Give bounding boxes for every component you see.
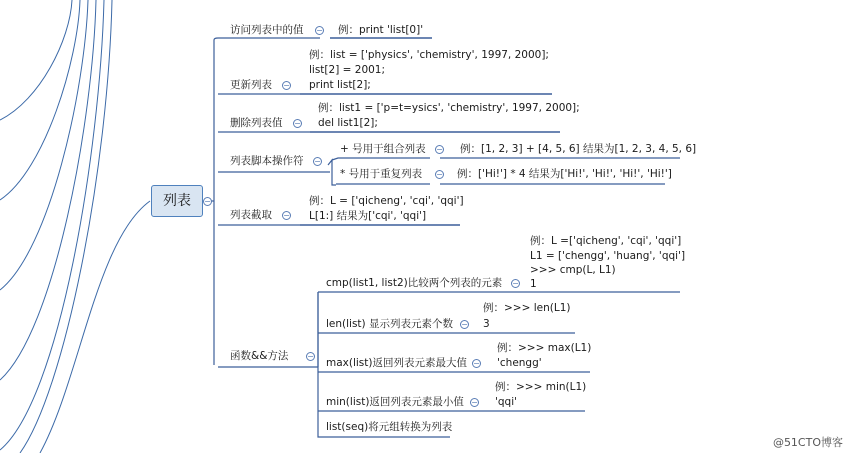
collapse-toggle-n5[interactable]: − — [283, 211, 290, 220]
collapse-toggle-n3[interactable]: − — [294, 119, 301, 128]
node-cmp[interactable]: cmp(list1, list2)比较两个列表的元素 — [326, 277, 503, 289]
node-delete-list[interactable]: 删除列表值 — [230, 117, 283, 129]
node-min[interactable]: min(list)返回列表元素最小值 — [326, 396, 464, 408]
node-max[interactable]: max(list)返回列表元素最大值 — [326, 357, 467, 369]
detail-cmp-3: >>> cmp(L, L1) — [530, 264, 616, 276]
node-operators[interactable]: 列表脚本操作符 — [230, 155, 304, 167]
detail-min-1: 例：>>> min(L1) — [495, 381, 587, 393]
detail-max-1: 例：>>> max(L1) — [497, 342, 592, 354]
detail-access-list: 例：print 'list[0]' — [338, 24, 424, 36]
detail-cmp-1: 例：L =['qicheng', 'cqi', 'qqi'] — [530, 235, 682, 247]
collapse-toggle-n2[interactable]: − — [283, 81, 290, 90]
detail-update-list-1: 例：list = ['physics', 'chemistry', 1997, 2000]; — [309, 49, 549, 61]
node-list-seq[interactable]: list(seq)将元组转换为列表 — [326, 421, 453, 433]
detail-delete-list-1: 例：list1 = ['p=t=ysics', 'chemistry', 1997, 2000]; — [318, 102, 580, 114]
detail-len-1: 例：>>> len(L1) — [483, 302, 571, 314]
detail-min-2: 'qqi' — [495, 396, 518, 408]
collapse-toggle-n4-c2[interactable]: − — [436, 170, 443, 179]
collapse-toggle-n4-c1[interactable]: − — [436, 145, 443, 154]
node-slice[interactable]: 列表截取 — [230, 209, 272, 221]
collapse-toggle-root[interactable]: − — [204, 197, 211, 206]
detail-update-list-3: print list[2]; — [309, 79, 371, 91]
node-functions[interactable]: 函数&&方法 — [230, 350, 289, 362]
detail-plus-operator: 例：[1, 2, 3] + [4, 5, 6] 结果为[1, 2, 3, 4, 5, 6] — [460, 143, 697, 155]
detail-len-2: 3 — [483, 318, 490, 330]
detail-star-operator: 例：['Hi!'] * 4 结果为['Hi!', 'Hi!', 'Hi!', 'Hi!'] — [457, 168, 672, 180]
collapse-toggle-f1[interactable]: − — [512, 279, 519, 288]
node-len[interactable]: len(list) 显示列表元素个数 — [326, 318, 453, 330]
detail-slice-2: L[1:] 结果为['cqi', 'qqi'] — [309, 210, 427, 222]
detail-max-2: 'chengg' — [497, 357, 542, 369]
node-update-list[interactable]: 更新列表 — [230, 79, 272, 91]
collapse-toggle-f2[interactable]: − — [461, 320, 468, 329]
detail-delete-list-2: del list1[2]; — [318, 117, 378, 129]
node-plus-operator[interactable]: + 号用于组合列表 — [340, 143, 426, 155]
collapse-toggle-f4[interactable]: − — [471, 398, 478, 407]
node-access-list[interactable]: 访问列表中的值 — [230, 24, 304, 36]
detail-cmp-4: 1 — [530, 278, 537, 290]
detail-slice-1: 例：L = ['qicheng', 'cqi', 'qqi'] — [309, 195, 464, 207]
detail-cmp-2: L1 = ['chengg', 'huang', 'qqi'] — [530, 250, 686, 262]
collapse-toggle-f3[interactable]: − — [473, 359, 480, 368]
collapse-toggle-n1[interactable]: − — [316, 26, 323, 35]
collapse-toggle-n6[interactable]: − — [307, 352, 314, 361]
collapse-toggle-n4[interactable]: − — [314, 157, 321, 166]
node-star-operator[interactable]: * 号用于重复列表 — [340, 168, 423, 180]
detail-update-list-2: list[2] = 2001; — [309, 64, 386, 76]
watermark: @51CTO博客 — [772, 436, 843, 449]
root-node[interactable]: 列表 — [151, 185, 203, 217]
